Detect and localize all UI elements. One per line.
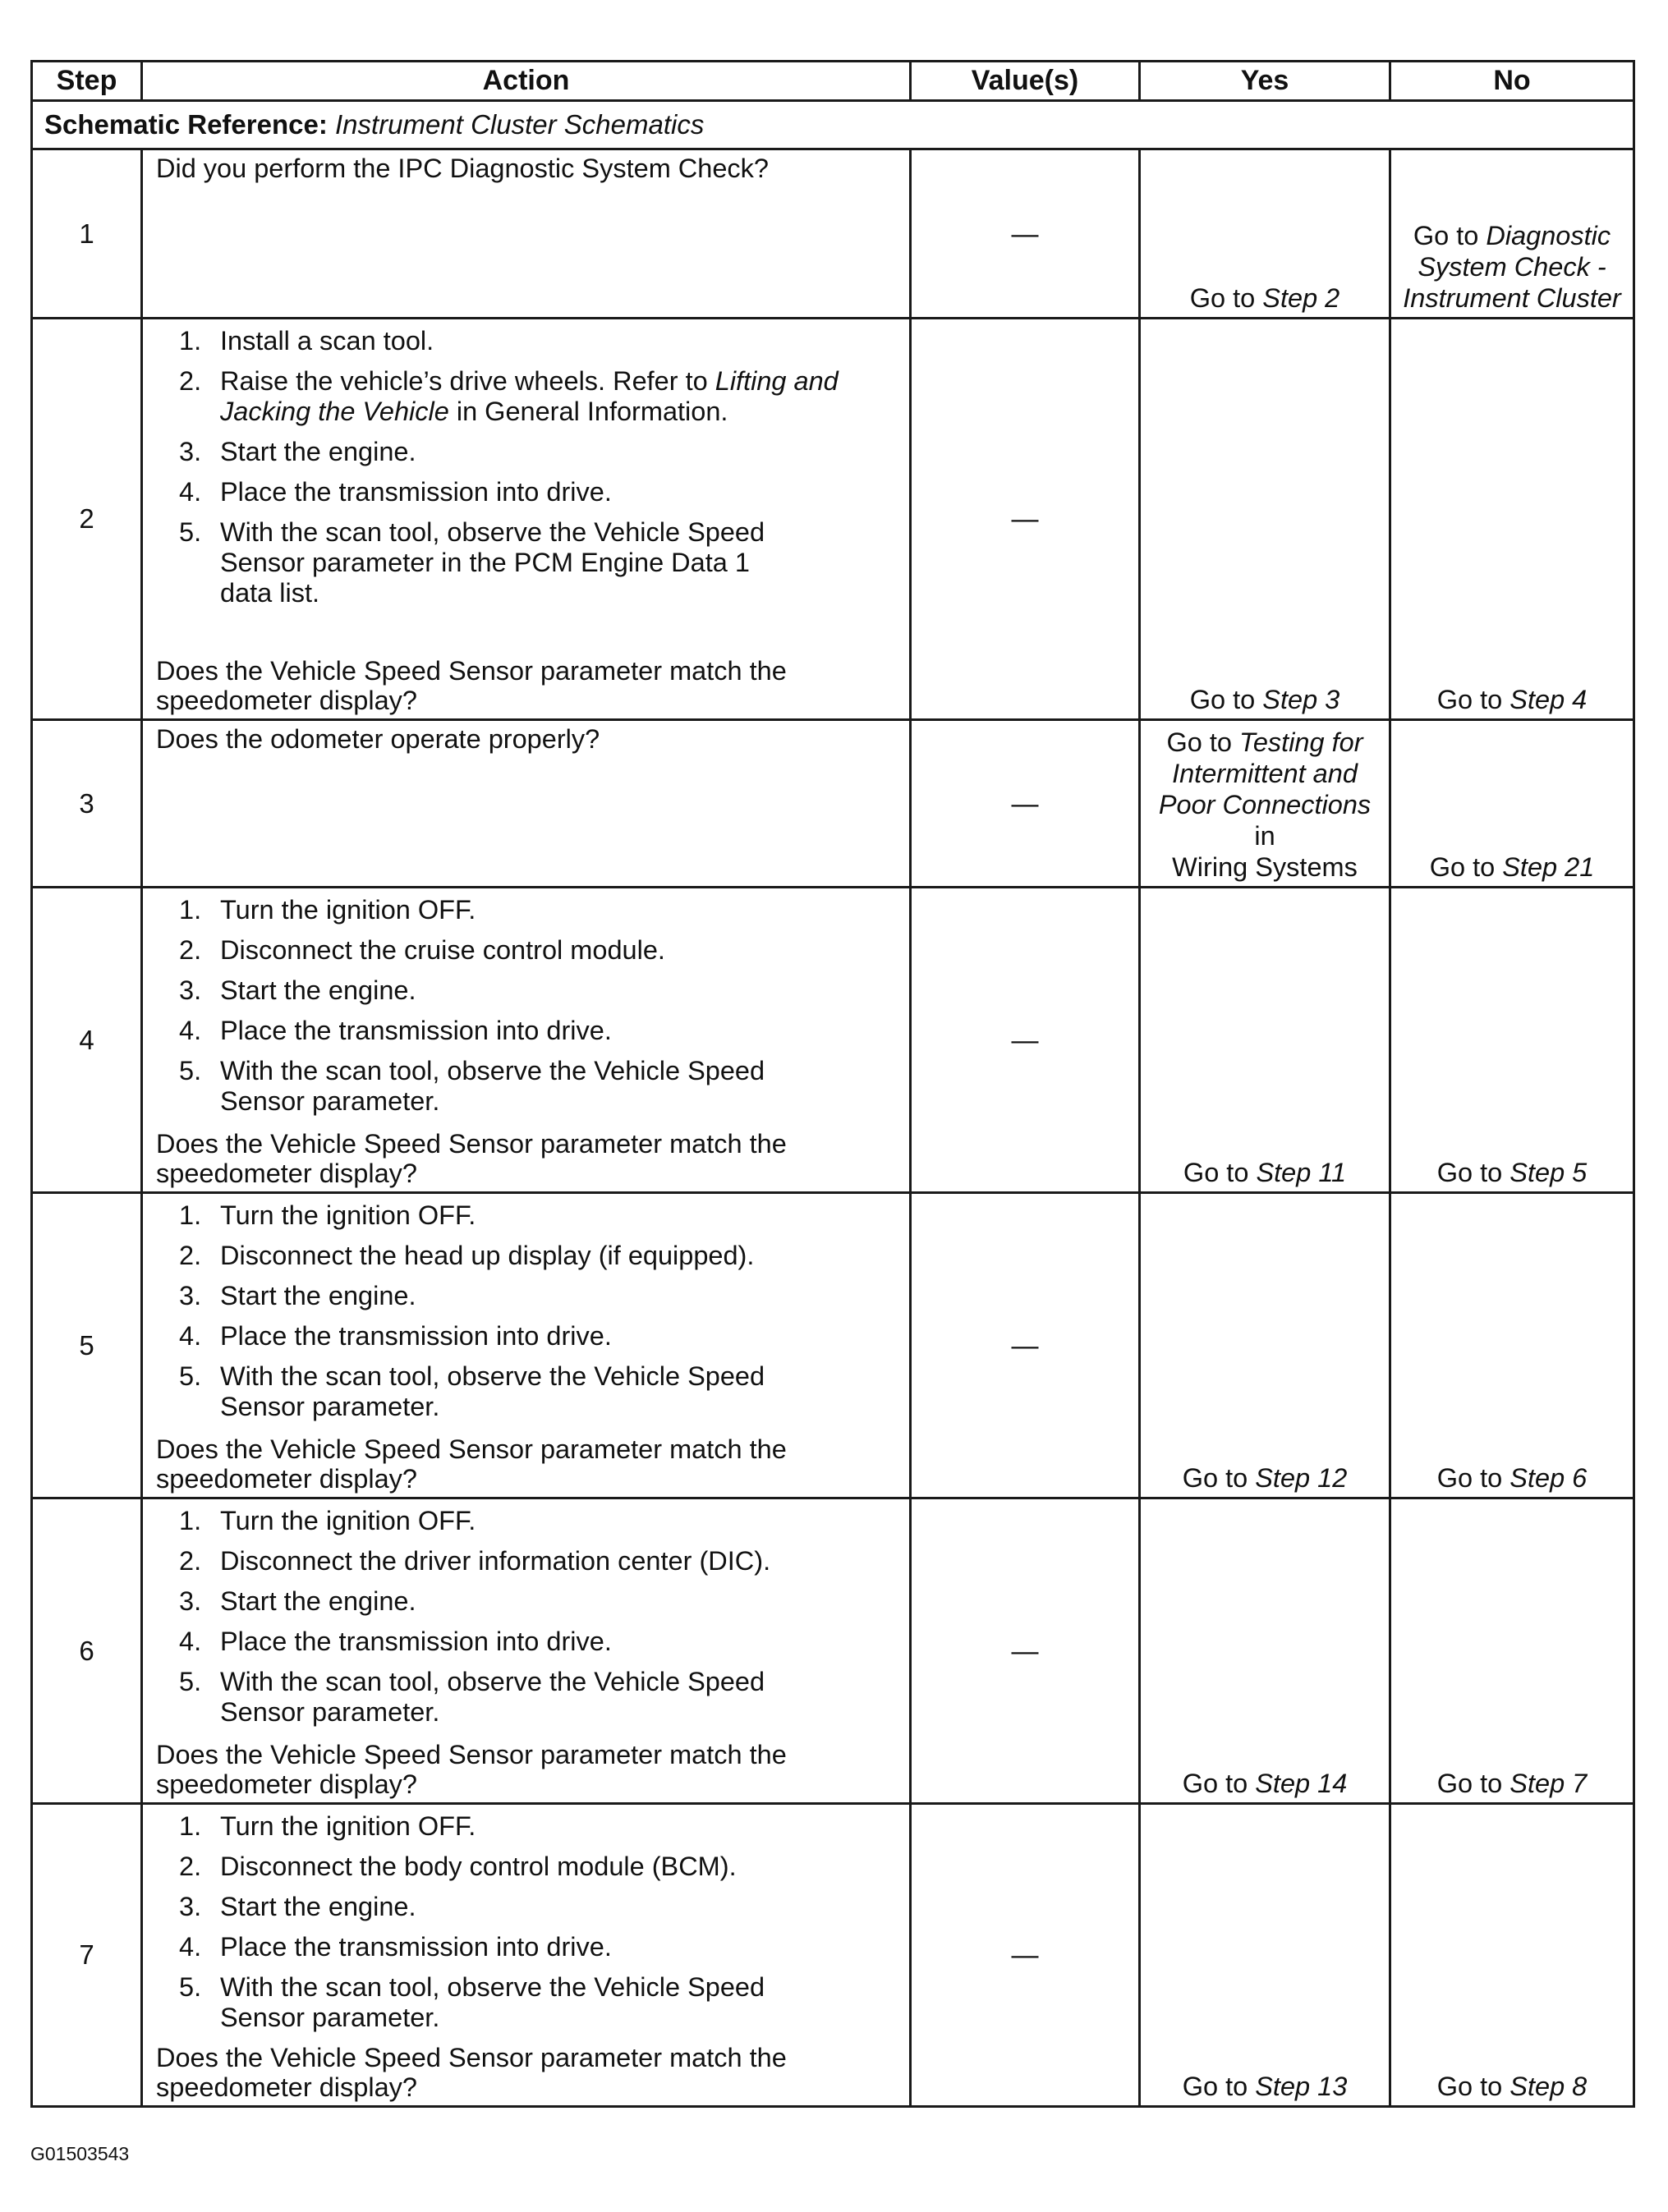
yes-link[interactable]: Step 2: [1262, 283, 1340, 313]
yes-suffix: Wiring Systems: [1172, 852, 1358, 882]
no-cell: [1390, 1498, 1634, 1804]
action-item-text: With the scan tool, observe the Vehicle Speed Sensor parameter.: [220, 1056, 765, 1116]
action-item-number: 5.: [179, 517, 202, 547]
action-list: [156, 1200, 901, 1422]
header-action: Action: [142, 62, 911, 101]
step-question: Does the Vehicle Speed Sensor parameter match the speedometer display?: [156, 1740, 787, 1799]
no-cell: [1390, 888, 1634, 1193]
action-item-text: Turn the ignition OFF.: [220, 1200, 476, 1230]
action-item: [156, 1506, 901, 1536]
table-row: [32, 720, 1634, 888]
action-item-number: 1.: [179, 1811, 202, 1841]
action-cell: [142, 1804, 911, 2107]
yes-prefix: Go to: [1166, 727, 1239, 757]
yes-cell: [1140, 1193, 1390, 1498]
action-item: [156, 1321, 901, 1352]
value-cell: —: [911, 720, 1140, 888]
value-cell: —: [911, 888, 1140, 1193]
action-item-number: 1.: [179, 326, 202, 356]
action-item-number: 3.: [179, 1892, 202, 1921]
action-item: [156, 517, 901, 608]
no-cell: [1390, 319, 1634, 720]
action-item-number: 4.: [179, 477, 202, 507]
action-item-link[interactable]: Lifting and Jacking the Vehicle: [220, 366, 839, 426]
action-list: [156, 1506, 901, 1728]
action-item: [156, 477, 901, 507]
action-cell: [142, 720, 911, 888]
action-item: [156, 1361, 901, 1422]
action-item-number: 5.: [179, 1667, 202, 1696]
action-item: [156, 975, 901, 1006]
action-item-text: Place the transmission into drive.: [220, 1627, 612, 1656]
action-item: [156, 1586, 901, 1617]
action-item-number: 1.: [179, 1200, 202, 1230]
yes-link[interactable]: Testing for Intermittent and Poor Connections: [1158, 727, 1372, 819]
action-item: [156, 1852, 901, 1882]
step-number: 4: [32, 888, 142, 1193]
action-item-text: Turn the ignition OFF.: [220, 1506, 476, 1535]
action-item: [156, 1281, 901, 1311]
value-cell: —: [911, 1498, 1140, 1804]
step-question: Does the Vehicle Speed Sensor parameter match the speedometer display?: [156, 1129, 787, 1188]
action-item-number: 2.: [179, 1546, 202, 1576]
yes-link[interactable]: Step 11: [1256, 1158, 1347, 1187]
action-item-text: Place the transmission into drive.: [220, 1932, 612, 1962]
action-item: [156, 1241, 901, 1271]
action-item-number: 4.: [179, 1932, 202, 1962]
yes-link[interactable]: Step 12: [1255, 1463, 1348, 1493]
step-number: 3: [32, 720, 142, 888]
action-item-text: Place the transmission into drive.: [220, 1016, 612, 1045]
step-question: Does the odometer operate properly?: [156, 724, 600, 754]
action-list: [156, 1811, 901, 2033]
action-item-text: Disconnect the driver information center (DIC).: [220, 1546, 771, 1576]
action-item-text: With the scan tool, observe the Vehicle Speed Sensor parameter in the PCM Engine Data 1 data list.: [220, 517, 765, 608]
yes-prefix: Go to: [1182, 1769, 1256, 1798]
action-item: [156, 1667, 901, 1728]
action-item-text: Start the engine.: [220, 1281, 416, 1310]
step-number: 1: [32, 149, 142, 319]
value-cell: —: [911, 149, 1140, 319]
yes-cell: [1140, 1804, 1390, 2107]
action-item-number: 5.: [179, 1361, 202, 1391]
action-item: [156, 1932, 901, 1962]
value-cell: —: [911, 1193, 1140, 1498]
no-link[interactable]: Diagnostic System Check - Instrument Cluster: [1403, 221, 1621, 313]
no-link[interactable]: Step 5: [1509, 1158, 1588, 1187]
no-cell: [1390, 1804, 1634, 2107]
action-item: [156, 1056, 901, 1117]
header-row: [32, 62, 1634, 101]
no-link[interactable]: Step 6: [1509, 1463, 1588, 1493]
action-item-number: 1.: [179, 1506, 202, 1535]
step-question: Does the Vehicle Speed Sensor parameter match the speedometer display?: [156, 656, 787, 715]
no-prefix: Go to: [1436, 685, 1510, 714]
schematic-reference-link[interactable]: Instrument Cluster Schematics: [335, 109, 705, 140]
diagnostic-table: [30, 60, 1635, 2108]
action-item: [156, 1546, 901, 1576]
action-item-text: Start the engine.: [220, 1892, 416, 1921]
yes-prefix: Go to: [1183, 1158, 1257, 1187]
action-item: [156, 1811, 901, 1842]
table-row: [32, 1193, 1634, 1498]
yes-prefix: Go to: [1189, 283, 1263, 313]
action-cell: [142, 149, 911, 319]
action-item-text: With the scan tool, observe the Vehicle Speed Sensor parameter.: [220, 1361, 765, 1421]
table-row: [32, 888, 1634, 1193]
schematic-reference: [32, 101, 1634, 149]
action-item-text: Turn the ignition OFF.: [220, 1811, 476, 1841]
value-cell: —: [911, 1804, 1140, 2107]
value-cell: —: [911, 319, 1140, 720]
no-cell: [1390, 1193, 1634, 1498]
table-row: [32, 319, 1634, 720]
schematic-reference-label: Schematic Reference:: [44, 109, 328, 140]
no-prefix: Go to: [1436, 1158, 1510, 1187]
yes-prefix: Go to: [1182, 2072, 1256, 2101]
action-cell: [142, 319, 911, 720]
action-item-number: 3.: [179, 1586, 202, 1616]
yes-cell: [1140, 149, 1390, 319]
action-item-number: 1.: [179, 895, 202, 925]
no-cell: [1390, 149, 1634, 319]
action-item-number: 5.: [179, 1972, 202, 2002]
no-prefix: Go to: [1429, 852, 1503, 882]
yes-link[interactable]: Step 3: [1262, 685, 1340, 714]
yes-prefix: Go to: [1189, 685, 1263, 714]
action-item-text: Install a scan tool.: [220, 326, 434, 356]
action-item-text: With the scan tool, observe the Vehicle Speed Sensor parameter.: [220, 1667, 765, 1727]
header-values: Value(s): [911, 62, 1140, 101]
action-item-number: 4.: [179, 1016, 202, 1045]
yes-cell: [1140, 1498, 1390, 1804]
yes-link[interactable]: Step 13: [1255, 2072, 1348, 2101]
header-step: Step: [32, 62, 142, 101]
action-item-text: Disconnect the cruise control module.: [220, 935, 665, 965]
action-cell: [142, 1193, 911, 1498]
no-prefix: Go to: [1413, 221, 1486, 250]
action-item: [156, 935, 901, 966]
action-item: [156, 1200, 901, 1231]
action-item: [156, 437, 901, 467]
no-link[interactable]: Step 8: [1509, 2072, 1588, 2101]
table-row: [32, 1498, 1634, 1804]
action-item-text: Place the transmission into drive.: [220, 1321, 612, 1351]
step-question: Did you perform the IPC Diagnostic System Check?: [156, 154, 769, 183]
table-row: [32, 1804, 1634, 2107]
action-item-number: 3.: [179, 1281, 202, 1310]
action-item: [156, 895, 901, 925]
table-row: [32, 149, 1634, 319]
action-item-text-tail: in General Information.: [448, 397, 728, 426]
action-item-number: 2.: [179, 935, 202, 965]
no-link[interactable]: Step 21: [1502, 852, 1595, 882]
action-item-text: Place the transmission into drive.: [220, 477, 612, 507]
yes-link[interactable]: Step 14: [1255, 1769, 1348, 1798]
action-item-text: Start the engine.: [220, 437, 416, 466]
action-list: [156, 326, 901, 608]
action-item-text: Raise the vehicle’s drive wheels. Refer to: [220, 366, 715, 396]
no-prefix: Go to: [1436, 1769, 1510, 1798]
action-item-text: With the scan tool, observe the Vehicle Speed Sensor parameter.: [220, 1972, 765, 2032]
step-number: 6: [32, 1498, 142, 1804]
action-item-number: 2.: [179, 1241, 202, 1270]
action-list: [156, 895, 901, 1117]
figure-code: G01503543: [30, 2143, 130, 2164]
action-item-number: 3.: [179, 437, 202, 466]
action-item-number: 2.: [179, 366, 202, 396]
step-number: 5: [32, 1193, 142, 1498]
yes-prefix: Go to: [1182, 1463, 1256, 1493]
step-question: Does the Vehicle Speed Sensor parameter match the speedometer display?: [156, 1434, 787, 1494]
action-item: [156, 1972, 901, 2033]
action-item: [156, 326, 901, 356]
action-item-text: Turn the ignition OFF.: [220, 895, 476, 925]
yes-cell: [1140, 888, 1390, 1193]
no-prefix: Go to: [1436, 2072, 1510, 2101]
action-item: [156, 366, 901, 427]
no-prefix: Go to: [1436, 1463, 1510, 1493]
no-link[interactable]: Step 7: [1509, 1769, 1588, 1798]
header-no: No: [1390, 62, 1634, 101]
action-item-number: 4.: [179, 1321, 202, 1351]
action-item-number: 4.: [179, 1627, 202, 1656]
action-item: [156, 1627, 901, 1657]
action-item: [156, 1016, 901, 1046]
header-yes: Yes: [1140, 62, 1390, 101]
action-item-number: 3.: [179, 975, 202, 1005]
schematic-reference-row: [32, 101, 1634, 149]
yes-cell: [1140, 319, 1390, 720]
step-question: Does the Vehicle Speed Sensor parameter match the speedometer display?: [156, 2043, 787, 2102]
no-cell: [1390, 720, 1634, 888]
action-item: [156, 1892, 901, 1922]
action-cell: [142, 888, 911, 1193]
action-item-number: 5.: [179, 1056, 202, 1085]
action-item-text: Disconnect the head up display (if equipped).: [220, 1241, 755, 1270]
no-link[interactable]: Step 4: [1509, 685, 1588, 714]
action-item-text: Start the engine.: [220, 975, 416, 1005]
yes-suffix: in: [1254, 821, 1275, 851]
action-cell: [142, 1498, 911, 1804]
action-item-text: Start the engine.: [220, 1586, 416, 1616]
yes-cell: [1140, 720, 1390, 888]
step-number: 7: [32, 1804, 142, 2107]
step-number: 2: [32, 319, 142, 720]
action-item-text: Disconnect the body control module (BCM).: [220, 1852, 737, 1881]
action-item-number: 2.: [179, 1852, 202, 1881]
